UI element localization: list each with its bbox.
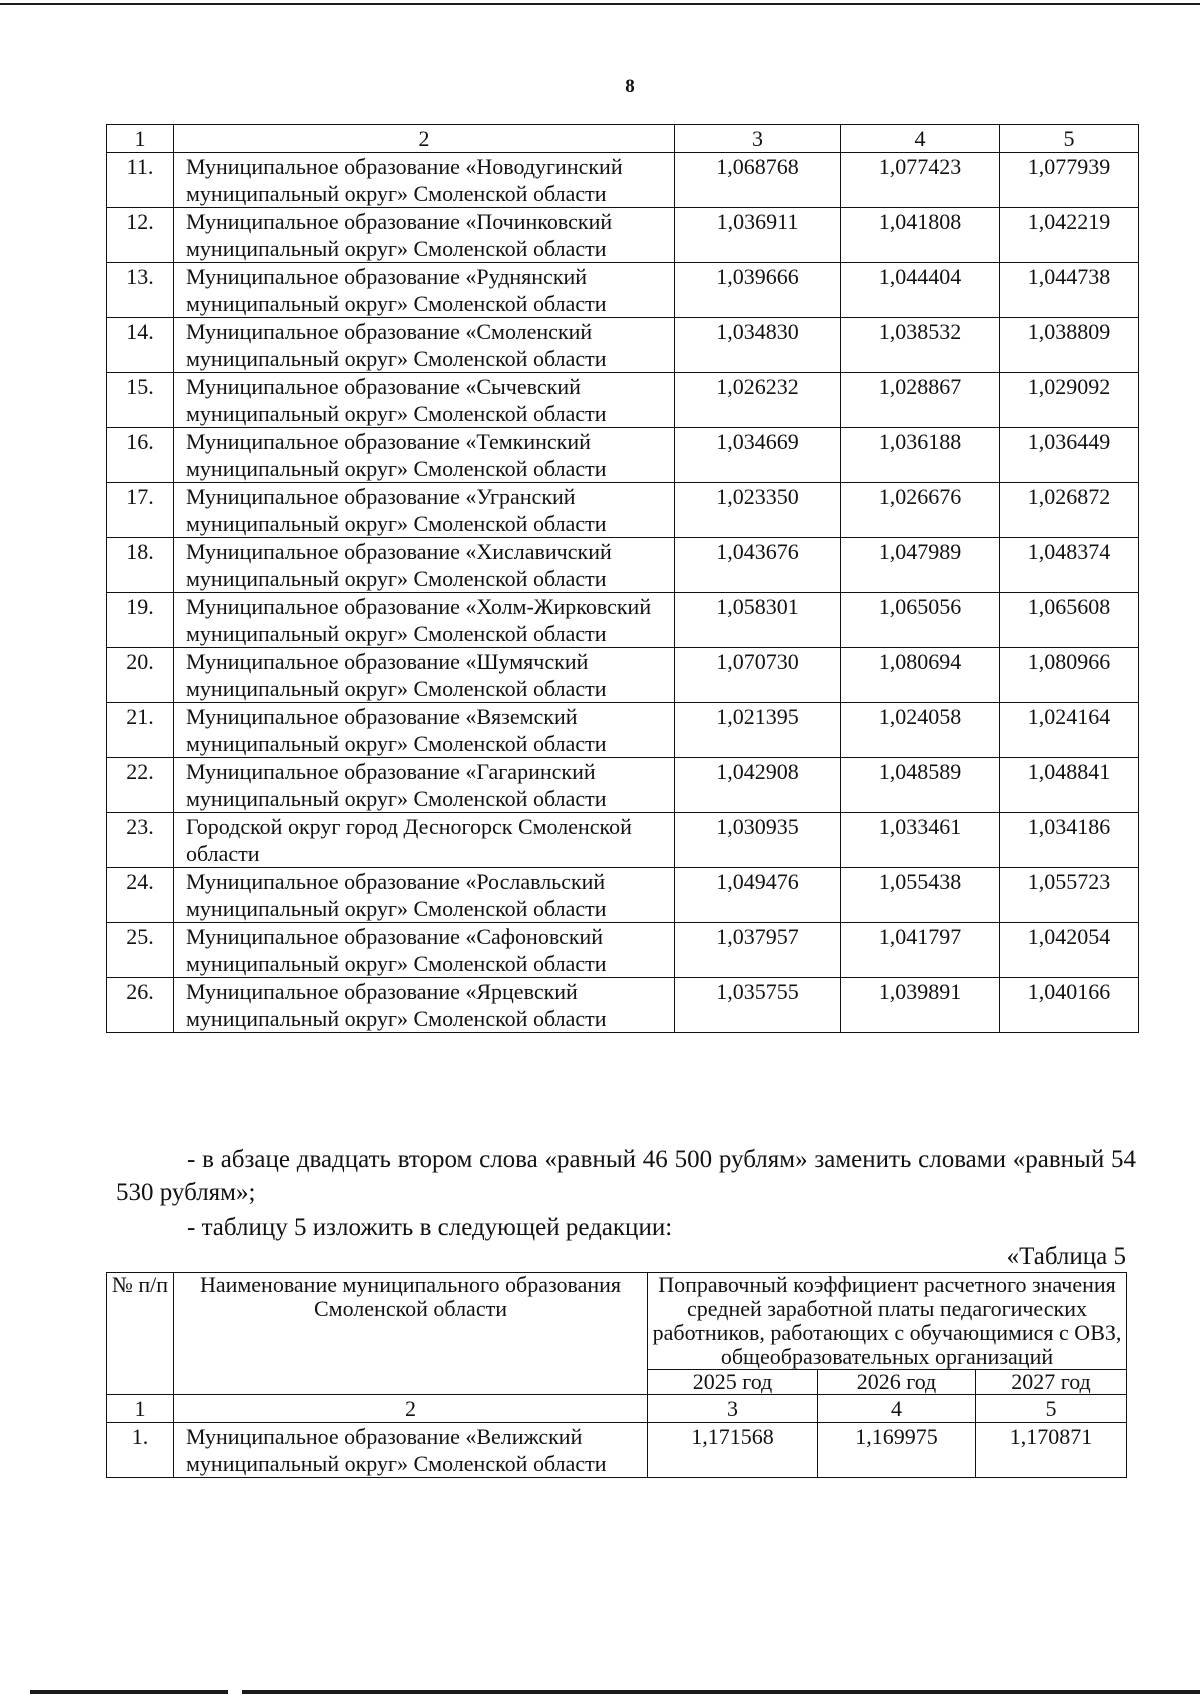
table-row	[107, 153, 1139, 208]
value-2025: 1,030935	[675, 813, 841, 868]
value-2027: 1,038809	[1000, 318, 1139, 373]
table-row	[107, 923, 1139, 978]
header-municipality-name: Наименование муниципального образования Смоленской области	[174, 1273, 648, 1395]
value-2027: 1,065608	[1000, 593, 1139, 648]
municipality-name: Муниципальное образование «Сычевский муниципальный округ» Смоленской области	[174, 373, 675, 428]
value-2025: 1,043676	[675, 538, 841, 593]
row-number: 15.	[107, 373, 174, 428]
value-2027: 1,042219	[1000, 208, 1139, 263]
row-number: 12.	[107, 208, 174, 263]
value-2026: 1,039891	[841, 978, 1000, 1033]
table-row	[107, 703, 1139, 758]
table-row	[107, 813, 1139, 868]
row-number: 23.	[107, 813, 174, 868]
municipality-name: Муниципальное образование «Руднянский муниципальный округ» Смоленской области	[174, 263, 675, 318]
column-number: 3	[648, 1395, 818, 1423]
municipality-name: Муниципальное образование «Велижский муниципальный округ» Смоленской области	[174, 1423, 648, 1478]
row-number: 13.	[107, 263, 174, 318]
value-2027: 1,044738	[1000, 263, 1139, 318]
municipality-name: Муниципальное образование «Хиславичский муниципальный округ» Смоленской области	[174, 538, 675, 593]
header-row-number: № п/п	[107, 1273, 174, 1395]
value-2026: 1,036188	[841, 428, 1000, 483]
table-row	[107, 208, 1139, 263]
column-number: 5	[976, 1395, 1127, 1423]
value-2025: 1,037957	[675, 923, 841, 978]
value-2027: 1,040166	[1000, 978, 1139, 1033]
row-number: 18.	[107, 538, 174, 593]
column-number: 1	[107, 125, 174, 153]
table-row	[107, 978, 1139, 1033]
row-number: 21.	[107, 703, 174, 758]
municipality-name: Муниципальное образование «Сафоновский муниципальный округ» Смоленской области	[174, 923, 675, 978]
municipality-name: Муниципальное образование «Смоленский муниципальный округ» Смоленской области	[174, 318, 675, 373]
header-coefficient: Поправочный коэффициент расчетного значения средней заработной платы педагогических работников, работающих с обучающимися с ОВЗ, общеобразовательных организаций	[648, 1273, 1127, 1370]
column-number-row	[107, 125, 1139, 153]
coefficient-table-continued	[106, 124, 1139, 1033]
value-2025: 1,021395	[675, 703, 841, 758]
municipality-name: Муниципальное образование «Рославльский муниципальный округ» Смоленской области	[174, 868, 675, 923]
value-2026: 1,038532	[841, 318, 1000, 373]
page-number: 8	[625, 76, 635, 97]
row-number: 26.	[107, 978, 174, 1033]
value-2027: 1,036449	[1000, 428, 1139, 483]
table-row	[107, 538, 1139, 593]
value-2026: 1,028867	[841, 373, 1000, 428]
value-2027: 1,029092	[1000, 373, 1139, 428]
municipality-name: Муниципальное образование «Темкинский муниципальный округ» Смоленской области	[174, 428, 675, 483]
amendment-paragraph-table5: - таблицу 5 изложить в следующей редакции:	[187, 1214, 673, 1241]
value-2026: 1,077423	[841, 153, 1000, 208]
row-number: 1.	[107, 1423, 174, 1478]
municipality-name: Муниципальное образование «Ярцевский муниципальный округ» Смоленской области	[174, 978, 675, 1033]
column-number: 4	[841, 125, 1000, 153]
column-number: 4	[818, 1395, 976, 1423]
table-row	[107, 373, 1139, 428]
header-year-2025: 2025 год	[648, 1370, 818, 1395]
value-2025: 1,042908	[675, 758, 841, 813]
value-2026: 1,033461	[841, 813, 1000, 868]
table-5	[106, 1272, 1127, 1478]
column-number-row	[107, 1395, 1127, 1423]
row-number: 22.	[107, 758, 174, 813]
value-2027: 1,077939	[1000, 153, 1139, 208]
top-scan-border	[0, 3, 1200, 5]
row-number: 25.	[107, 923, 174, 978]
value-2025: 1,068768	[675, 153, 841, 208]
table-row	[107, 868, 1139, 923]
value-2025: 1,023350	[675, 483, 841, 538]
table-row	[107, 593, 1139, 648]
row-number: 11.	[107, 153, 174, 208]
value-2026: 1,024058	[841, 703, 1000, 758]
column-number: 2	[174, 125, 675, 153]
value-2025: 1,171568	[648, 1423, 818, 1478]
bottom-scan-border-left	[30, 1690, 228, 1694]
row-number: 20.	[107, 648, 174, 703]
value-2027: 1,048841	[1000, 758, 1139, 813]
value-2027: 1,026872	[1000, 483, 1139, 538]
value-2027: 1,048374	[1000, 538, 1139, 593]
column-number: 3	[675, 125, 841, 153]
municipality-name: Муниципальное образование «Шумячский муниципальный округ» Смоленской области	[174, 648, 675, 703]
value-2026: 1,041797	[841, 923, 1000, 978]
value-2026: 1,047989	[841, 538, 1000, 593]
value-2027: 1,055723	[1000, 868, 1139, 923]
value-2027: 1,170871	[976, 1423, 1127, 1478]
municipality-name: Муниципальное образование «Новодугинский муниципальный округ» Смоленской области	[174, 153, 675, 208]
value-2026: 1,169975	[818, 1423, 976, 1478]
column-number: 1	[107, 1395, 174, 1423]
table-row	[107, 318, 1139, 373]
value-2026: 1,026676	[841, 483, 1000, 538]
value-2026: 1,080694	[841, 648, 1000, 703]
table-5-caption: «Таблица 5	[1006, 1243, 1126, 1270]
municipality-name: Городской округ город Десногорск Смоленской области	[174, 813, 675, 868]
municipality-name: Муниципальное образование «Гагаринский муниципальный округ» Смоленской области	[174, 758, 675, 813]
amendment-paragraph: - в абзаце двадцать втором слова «равный 46 500 рублям» заменить словами «равный 54 530 рублям»;	[116, 1146, 1136, 1206]
value-2025: 1,058301	[675, 593, 841, 648]
value-2025: 1,034669	[675, 428, 841, 483]
value-2027: 1,024164	[1000, 703, 1139, 758]
table-row	[107, 483, 1139, 538]
row-number: 24.	[107, 868, 174, 923]
municipality-name: Муниципальное образование «Вяземский муниципальный округ» Смоленской области	[174, 703, 675, 758]
bottom-scan-border-right	[242, 1690, 1200, 1694]
value-2027: 1,042054	[1000, 923, 1139, 978]
row-number: 16.	[107, 428, 174, 483]
header-year-2027: 2027 год	[976, 1370, 1127, 1395]
value-2026: 1,044404	[841, 263, 1000, 318]
value-2025: 1,026232	[675, 373, 841, 428]
table-header-row	[107, 1273, 1127, 1370]
column-number: 2	[174, 1395, 648, 1423]
row-number: 19.	[107, 593, 174, 648]
value-2025: 1,039666	[675, 263, 841, 318]
table-row	[107, 648, 1139, 703]
value-2026: 1,055438	[841, 868, 1000, 923]
value-2025: 1,049476	[675, 868, 841, 923]
table-row	[107, 758, 1139, 813]
value-2027: 1,080966	[1000, 648, 1139, 703]
value-2025: 1,035755	[675, 978, 841, 1033]
row-number: 14.	[107, 318, 174, 373]
table-row	[107, 428, 1139, 483]
table-row	[107, 1423, 1127, 1478]
value-2027: 1,034186	[1000, 813, 1139, 868]
header-year-2026: 2026 год	[818, 1370, 976, 1395]
municipality-name: Муниципальное образование «Холм-Жирковский муниципальный округ» Смоленской области	[174, 593, 675, 648]
municipality-name: Муниципальное образование «Угранский муниципальный округ» Смоленской области	[174, 483, 675, 538]
value-2026: 1,041808	[841, 208, 1000, 263]
value-2025: 1,036911	[675, 208, 841, 263]
row-number: 17.	[107, 483, 174, 538]
value-2026: 1,065056	[841, 593, 1000, 648]
column-number: 5	[1000, 125, 1139, 153]
value-2026: 1,048589	[841, 758, 1000, 813]
value-2025: 1,034830	[675, 318, 841, 373]
value-2025: 1,070730	[675, 648, 841, 703]
table-row	[107, 263, 1139, 318]
municipality-name: Муниципальное образование «Починковский муниципальный округ» Смоленской области	[174, 208, 675, 263]
